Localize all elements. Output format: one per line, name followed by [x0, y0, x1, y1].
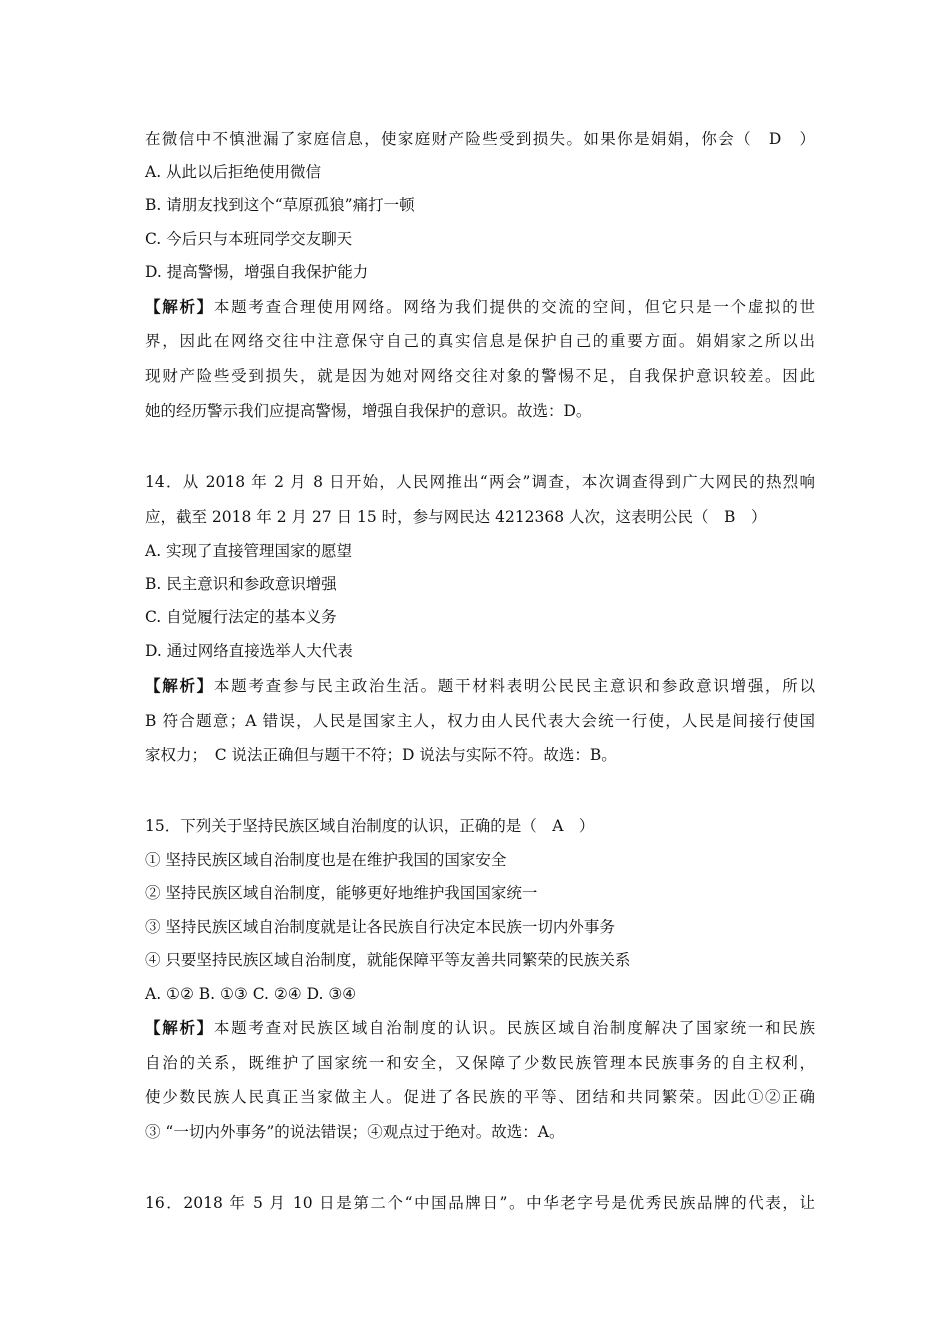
q13-analysis-line-3: 现财产险些受到损失，就是因为她对网络交往对象的警惕不足，自我保护意识较差。因此 [145, 367, 815, 385]
q14-analysis-line-3: 家权力； C 说法正确但与题干不符；D 说法与实际不符。故选：B。 [145, 746, 617, 764]
q13-analysis-line-4: 她的经历警示我们应提高警惕，增强自我保护的意识。故选：D。 [145, 402, 592, 420]
q14-stem-line-1: 14．从 2018 年 2 月 8 日开始，人民网推出“两会”调查，本次调查得到广大网民的热烈响 [145, 473, 815, 491]
q13-option-d: D. 提高警惕，增强自我保护能力 [145, 263, 369, 281]
q15-item-2: ② 坚持民族区域自治制度，能够更好地维护我国国家统一 [145, 884, 538, 902]
q13-option-a: A. 从此以后拒绝使用微信 [145, 163, 322, 181]
q15-item-1: ① 坚持民族区域自治制度也是在维护我国的国家安全 [145, 851, 507, 869]
q15-options: A. ①② B. ①③ C. ②④ D. ③④ [145, 985, 357, 1003]
q15-item-4: ④ 只要坚持民族区域自治制度，就能保障平等友善共同繁荣的民族关系 [145, 951, 631, 969]
q15-stem: 15．下列关于坚持民族区域自治制度的认识，正确的是（ A ） [145, 817, 595, 835]
q15-analysis-line-1 [145, 1018, 815, 1038]
q14-analysis-text-1: 本题考查参与民主政治生活。题干材料表明公民民主意识和参政意识增强，所以 [213, 677, 815, 695]
q14-analysis-line-1 [145, 676, 815, 696]
q14-analysis-line-2: B 符合题意；A 错误，人民是国家主人，权力由人民代表大会统一行使，人民是间接行使国 [145, 712, 815, 730]
q13-stem-tail: 在微信中不慎泄漏了家庭信息，使家庭财产险些受到损失。如果你是娟娟，你会（ D ） [145, 130, 815, 148]
q13-option-c: C. 今后只与本班同学交友聊天 [145, 230, 353, 248]
q13-analysis-line-1 [145, 297, 815, 317]
q14-analysis-label: 【解析】 [145, 676, 214, 695]
q14-option-d: D. 通过网络直接选举人大代表 [145, 642, 353, 660]
q15-analysis-label: 【解析】 [145, 1018, 214, 1037]
q16-stem-line-1: 16．2018 年 5 月 10 日是第二个“中国品牌日”。中华老字号是优秀民族品牌的代表，让 [145, 1194, 815, 1212]
q14-option-c: C. 自觉履行法定的基本义务 [145, 608, 337, 626]
q13-analysis-text-1: 本题考查合理使用网络。网络为我们提供的交流的空间，但它只是一个虚拟的世 [213, 298, 815, 316]
q15-analysis-line-4: ③ “一切内外事务”的说法错误；④观点过于绝对。故选：A。 [145, 1123, 565, 1141]
q15-analysis-line-2: 自治的关系，既维护了国家统一和安全，又保障了少数民族管理本民族事务的自主权利， [145, 1054, 815, 1072]
q15-analysis-text-1: 本题考查对民族区域自治制度的认识。民族区域自治制度解决了国家统一和民族 [213, 1019, 815, 1037]
q14-option-b: B. 民主意识和参政意识增强 [145, 575, 337, 593]
q15-analysis-line-3: 使少数民族人民真正当家做主人。促进了各民族的平等、团结和共同繁荣。因此①②正确 [145, 1088, 815, 1106]
q15-item-3: ③ 坚持民族区域自治制度就是让各民族自行决定本民族一切内外事务 [145, 918, 615, 936]
q13-option-b: B. 请朋友找到这个“草原孤狼”痛打一顿 [145, 196, 415, 214]
q13-analysis-line-2: 界，因此在网络交往中注意保守自己的真实信息是保护自己的重要方面。娟娟家之所以出 [145, 332, 815, 350]
q14-option-a: A. 实现了直接管理国家的愿望 [145, 542, 353, 560]
q14-stem-line-2: 应，截至 2018 年 2 月 27 日 15 时，参与网民达 4212368 人次，这表明公民（ B ） [145, 508, 767, 526]
q13-analysis-label: 【解析】 [145, 297, 214, 316]
